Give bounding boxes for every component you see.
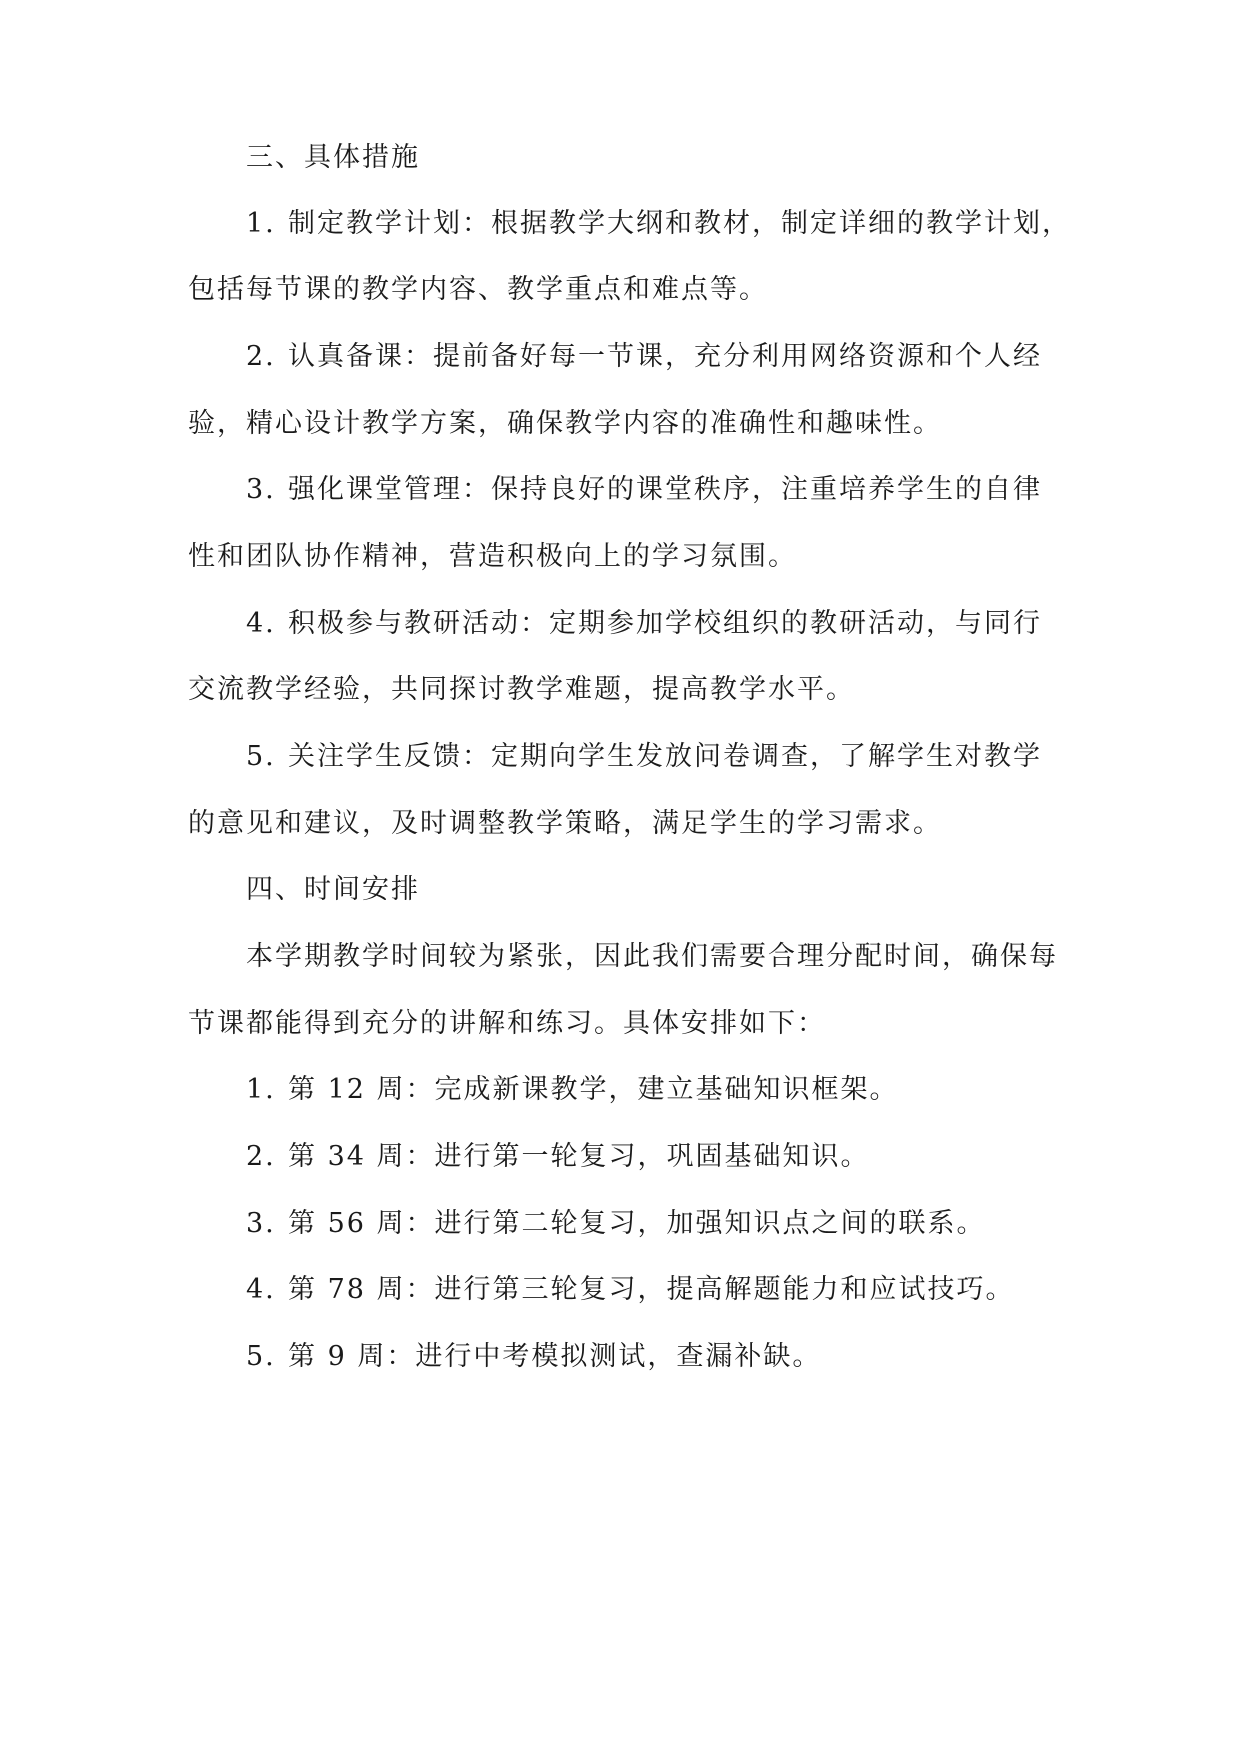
schedule-item-2 — [246, 1137, 870, 1177]
measure-item-2-number: 2. — [246, 341, 276, 372]
measure-item-4-line-2: 交流教学经验，共同探讨教学难题，提高教学水平。 — [188, 674, 855, 705]
measure-item-1-number: 1. — [246, 208, 276, 239]
measure-item-5-text: 关注学生反馈：定期向学生发放问卷调查，了解学生对教学 — [288, 741, 1042, 772]
measure-item-5-line-1 — [246, 737, 1042, 777]
schedule-item-4-number: 4. — [246, 1274, 276, 1305]
measure-item-3-line-1 — [246, 470, 1042, 510]
measure-item-1-text: 制定教学计划：根据教学大纲和教材，制定详细的教学计划， — [288, 208, 1071, 239]
measure-item-2-line-1 — [246, 337, 1042, 377]
schedule-intro-line-1: 本学期教学时间较为紧张，因此我们需要合理分配时间，确保每 — [246, 941, 1058, 972]
measure-item-4-line-1 — [246, 604, 1042, 644]
measure-item-5-number: 5. — [246, 741, 276, 772]
schedule-item-2-number: 2. — [246, 1141, 276, 1172]
measure-item-1-line-2: 包括每节课的教学内容、教学重点和难点等。 — [188, 274, 768, 305]
schedule-item-5-text: 第 9 周：进行中考模拟测试，查漏补缺。 — [288, 1341, 822, 1372]
schedule-item-3-number: 3. — [246, 1208, 276, 1239]
schedule-item-5-number: 5. — [246, 1341, 276, 1372]
schedule-item-1-number: 1. — [246, 1074, 276, 1105]
schedule-item-2-text: 第 34 周：进行第一轮复习，巩固基础知识。 — [288, 1141, 870, 1172]
measure-item-4-text: 积极参与教研活动：定期参加学校组织的教研活动，与同行 — [288, 608, 1042, 639]
schedule-item-5 — [246, 1337, 821, 1377]
schedule-item-3-text: 第 56 周：进行第二轮复习，加强知识点之间的联系。 — [288, 1208, 986, 1239]
schedule-item-3 — [246, 1204, 986, 1244]
measure-item-3-text: 强化课堂管理：保持良好的课堂秩序，注重培养学生的自律 — [288, 474, 1042, 505]
measure-item-1-line-1 — [246, 204, 1071, 244]
measure-item-3-line-2: 性和团队协作精神，营造积极向上的学习氛围。 — [188, 541, 797, 572]
schedule-item-4-text: 第 78 周：进行第三轮复习，提高解题能力和应试技巧。 — [288, 1274, 1015, 1305]
measure-item-5-line-2: 的意见和建议，及时调整教学策略，满足学生的学习需求。 — [188, 808, 942, 839]
schedule-item-1-text: 第 12 周：完成新课教学，建立基础知识框架。 — [288, 1074, 899, 1105]
measure-item-4-number: 4. — [246, 608, 276, 639]
schedule-item-1 — [246, 1070, 899, 1110]
measure-item-3-number: 3. — [246, 474, 276, 505]
measure-item-2-line-2: 验，精心设计教学方案，确保教学内容的准确性和趣味性。 — [188, 408, 942, 439]
section-heading-measures: 三、具体措施 — [246, 142, 420, 173]
measure-item-2-text: 认真备课：提前备好每一节课，充分利用网络资源和个人经 — [288, 341, 1042, 372]
section-heading-schedule: 四、时间安排 — [246, 874, 420, 905]
schedule-intro-line-2: 节课都能得到充分的讲解和练习。具体安排如下： — [188, 1008, 826, 1039]
schedule-item-4 — [246, 1270, 1015, 1310]
